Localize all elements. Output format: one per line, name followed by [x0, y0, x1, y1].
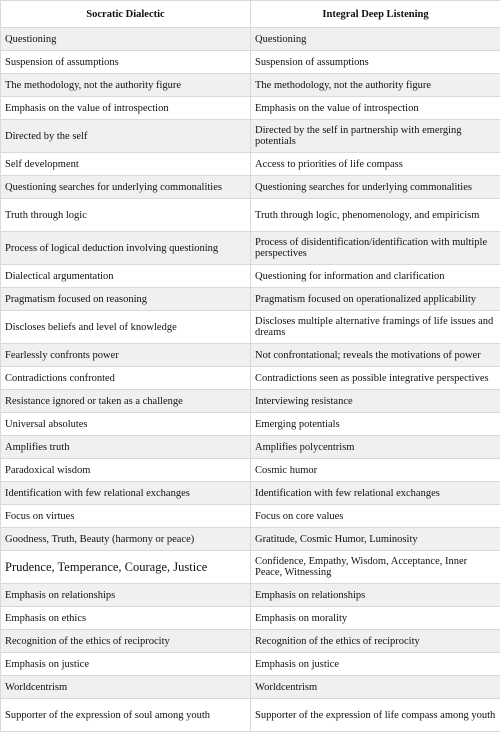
- cell-socratic: Prudence, Temperance, Courage, Justice: [1, 551, 251, 584]
- cell-socratic: Pragmatism focused on reasoning: [1, 288, 251, 311]
- cell-socratic: Questioning searches for underlying commonalities: [1, 176, 251, 199]
- table-row: [1, 653, 500, 676]
- cell-idl: Amplifies polycentrism: [251, 436, 500, 459]
- table-row: [1, 367, 500, 390]
- cell-socratic: Emphasis on relationships: [1, 584, 251, 607]
- cell-socratic: Directed by the self: [1, 120, 251, 153]
- cell-idl: Process of disidentification/identification with multiple perspectives: [251, 232, 500, 265]
- cell-idl: Recognition of the ethics of reciprocity: [251, 630, 500, 653]
- cell-idl: Suspension of assumptions: [251, 51, 500, 74]
- table-row: [1, 28, 500, 51]
- cell-idl: Gratitude, Cosmic Humor, Luminosity: [251, 528, 500, 551]
- cell-socratic: Recognition of the ethics of reciprocity: [1, 630, 251, 653]
- column-header-idl: Integral Deep Listening: [251, 1, 500, 28]
- cell-idl: Questioning searches for underlying commonalities: [251, 176, 500, 199]
- cell-idl: Access to priorities of life compass: [251, 153, 500, 176]
- table-row: [1, 436, 500, 459]
- cell-socratic: Self development: [1, 153, 251, 176]
- table-row: [1, 676, 500, 699]
- cell-socratic: Resistance ignored or taken as a challenge: [1, 390, 251, 413]
- table-row: [1, 607, 500, 630]
- cell-socratic: Truth through logic: [1, 199, 251, 232]
- table-row: [1, 344, 500, 367]
- cell-socratic: Discloses beliefs and level of knowledge: [1, 311, 251, 344]
- cell-idl: Not confrontational; reveals the motivations of power: [251, 344, 500, 367]
- cell-idl: Focus on core values: [251, 505, 500, 528]
- table-row: [1, 584, 500, 607]
- cell-idl: Emerging potentials: [251, 413, 500, 436]
- table-row: [1, 505, 500, 528]
- column-header-socratic: Socratic Dialectic: [1, 1, 251, 28]
- cell-socratic: Worldcentrism: [1, 676, 251, 699]
- cell-idl: Questioning: [251, 28, 500, 51]
- cell-idl: Cosmic humor: [251, 459, 500, 482]
- cell-socratic: Identification with few relational exchanges: [1, 482, 251, 505]
- table-row: [1, 288, 500, 311]
- table-row: [1, 199, 500, 232]
- cell-idl: Emphasis on morality: [251, 607, 500, 630]
- cell-socratic: Amplifies truth: [1, 436, 251, 459]
- cell-idl: Directed by the self in partnership with emerging potentials: [251, 120, 500, 153]
- cell-socratic: Process of logical deduction involving questioning: [1, 232, 251, 265]
- table-row: [1, 120, 500, 153]
- cell-socratic: Suspension of assumptions: [1, 51, 251, 74]
- table-row: [1, 232, 500, 265]
- table-row: [1, 482, 500, 505]
- table-row: [1, 413, 500, 436]
- header-row: [1, 1, 500, 28]
- cell-socratic: Universal absolutes: [1, 413, 251, 436]
- cell-socratic: Emphasis on ethics: [1, 607, 251, 630]
- table-row: [1, 630, 500, 653]
- table-row: [1, 528, 500, 551]
- table-row: [1, 176, 500, 199]
- cell-idl: Emphasis on justice: [251, 653, 500, 676]
- cell-idl: Truth through logic, phenomenology, and empiricism: [251, 199, 500, 232]
- cell-socratic: Goodness, Truth, Beauty (harmony or peace): [1, 528, 251, 551]
- cell-idl: The methodology, not the authority figure: [251, 74, 500, 97]
- cell-idl: Questioning for information and clarification: [251, 265, 500, 288]
- cell-idl: Confidence, Empathy, Wisdom, Acceptance, Inner Peace, Witnessing: [251, 551, 500, 584]
- cell-idl: Interviewing resistance: [251, 390, 500, 413]
- cell-socratic: Emphasis on justice: [1, 653, 251, 676]
- cell-socratic: Questioning: [1, 28, 251, 51]
- cell-idl: Identification with few relational exchanges: [251, 482, 500, 505]
- table-row: [1, 459, 500, 482]
- cell-idl: Supporter of the expression of life compass among youth: [251, 699, 500, 732]
- cell-socratic: Emphasis on the value of introspection: [1, 97, 251, 120]
- cell-socratic: The methodology, not the authority figure: [1, 74, 251, 97]
- table-row: [1, 699, 500, 732]
- cell-idl: Discloses multiple alternative framings of life issues and dreams: [251, 311, 500, 344]
- table-row: [1, 74, 500, 97]
- cell-socratic: Dialectical argumentation: [1, 265, 251, 288]
- table-row: [1, 390, 500, 413]
- table-body: [1, 28, 500, 732]
- cell-idl: Pragmatism focused on operationalized applicability: [251, 288, 500, 311]
- cell-idl: Emphasis on relationships: [251, 584, 500, 607]
- table-row: [1, 311, 500, 344]
- cell-socratic: Focus on virtues: [1, 505, 251, 528]
- cell-socratic: Contradictions confronted: [1, 367, 251, 390]
- cell-socratic: Fearlessly confronts power: [1, 344, 251, 367]
- table-row: [1, 153, 500, 176]
- cell-socratic: Paradoxical wisdom: [1, 459, 251, 482]
- cell-idl: Worldcentrism: [251, 676, 500, 699]
- table-row: [1, 51, 500, 74]
- cell-idl: Emphasis on the value of introspection: [251, 97, 500, 120]
- cell-idl: Contradictions seen as possible integrative perspectives: [251, 367, 500, 390]
- table-row: [1, 551, 500, 584]
- cell-socratic: Supporter of the expression of soul among youth: [1, 699, 251, 732]
- table-row: [1, 265, 500, 288]
- table-row: [1, 97, 500, 120]
